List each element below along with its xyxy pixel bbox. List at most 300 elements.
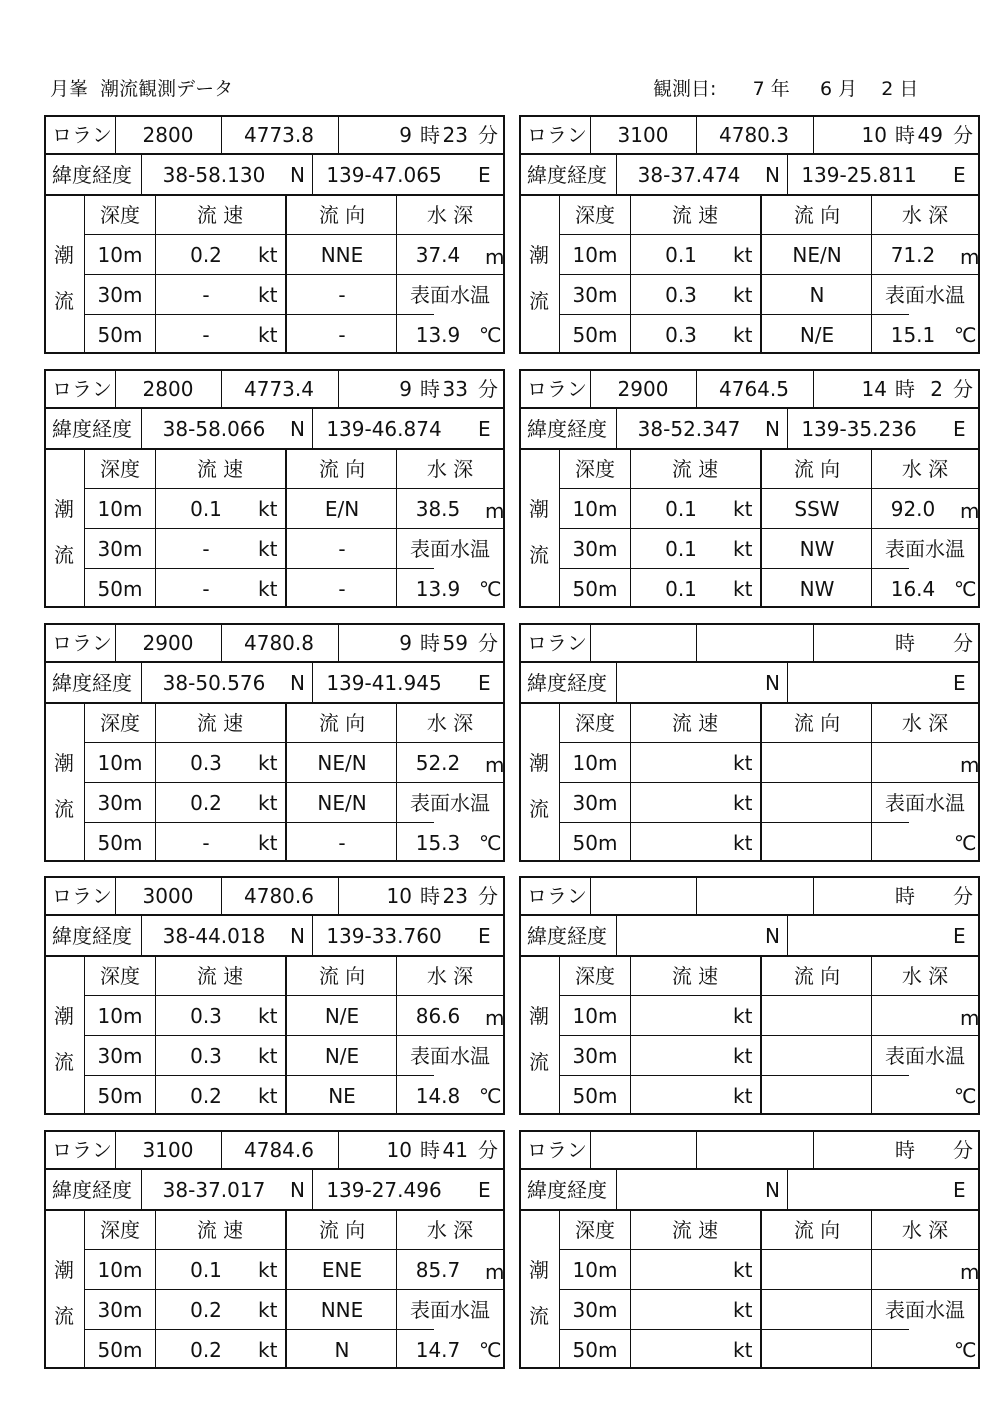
surface-temp-label: 表面水温 <box>410 1298 490 1322</box>
depth-row-label: 30m <box>572 791 618 815</box>
column-divider <box>559 195 560 352</box>
column-divider <box>155 1210 156 1367</box>
kt-unit: kt <box>733 243 753 267</box>
column-divider <box>813 117 814 154</box>
depth-row-label: 10m <box>97 243 143 267</box>
column-divider <box>338 1132 339 1169</box>
speed-value: 0.3 <box>190 1004 222 1028</box>
column-divider <box>396 195 397 352</box>
speed-header: 流 速 <box>671 457 719 481</box>
direction-value: N/E <box>324 1044 360 1068</box>
column-divider <box>787 408 788 449</box>
kt-unit: kt <box>733 1084 753 1108</box>
loran-label: ロラン <box>527 631 587 655</box>
latlon-label: 緯度経度 <box>52 163 132 187</box>
longitude-value: 139-25.811 <box>801 163 917 187</box>
speed-value: 0.3 <box>665 323 697 347</box>
depth-row-label: 10m <box>572 243 618 267</box>
column-divider <box>285 195 287 352</box>
water-depth-header: 水 深 <box>901 1218 949 1242</box>
column-divider <box>221 625 222 662</box>
row-divider <box>84 995 503 996</box>
longitude-value: 139-27.496 <box>326 1178 442 1202</box>
celsius-unit: ℃ <box>954 1084 977 1108</box>
depth-row-label: 50m <box>572 831 618 855</box>
direction-value: - <box>338 283 346 307</box>
kt-unit: kt <box>258 283 278 307</box>
speed-header: 流 速 <box>671 1218 719 1242</box>
direction-value: N/E <box>324 1004 360 1028</box>
e-label: E <box>478 417 491 441</box>
row-divider <box>559 234 978 235</box>
direction-header: 流 向 <box>793 457 841 481</box>
n-label: N <box>765 924 780 948</box>
column-divider <box>559 703 560 860</box>
current-label-2: 流 <box>54 1050 74 1074</box>
e-label: E <box>478 1178 491 1202</box>
row-divider <box>521 194 978 196</box>
column-divider <box>760 1210 762 1367</box>
minute-value: 23 <box>442 123 468 147</box>
speed-value: 0.1 <box>665 577 697 601</box>
speed-value: 0.1 <box>665 243 697 267</box>
water-depth-value: 52.2 <box>415 751 461 775</box>
speed-header: 流 速 <box>671 711 719 735</box>
e-label: E <box>478 924 491 948</box>
loran-value-b: 4780.8 <box>244 631 314 655</box>
row-divider <box>521 955 978 957</box>
loran-label: ロラン <box>52 1138 112 1162</box>
row-divider <box>46 194 503 196</box>
column-divider <box>696 117 697 154</box>
direction-header: 流 向 <box>318 711 366 735</box>
column-divider <box>141 662 142 703</box>
temperature-value: 14.8 <box>415 1084 461 1108</box>
column-divider <box>616 1169 617 1210</box>
current-label-1: 潮 <box>54 751 74 775</box>
depth-row-label: 30m <box>572 1298 618 1322</box>
n-label: N <box>290 671 305 695</box>
depth-header: 深度 <box>575 711 615 735</box>
latlon-label: 緯度経度 <box>52 1178 132 1202</box>
column-divider <box>871 703 872 860</box>
column-divider <box>396 1210 397 1367</box>
hour-value: 9 <box>399 377 412 401</box>
column-divider <box>630 1210 631 1367</box>
hour-value: 10 <box>386 884 412 908</box>
celsius-unit: ℃ <box>479 1338 502 1362</box>
surface-temp-label: 表面水温 <box>885 1298 965 1322</box>
row-divider <box>559 1035 978 1036</box>
loran-value-a: 2800 <box>142 123 194 147</box>
direction-value: N <box>809 283 825 307</box>
speed-value: 0.3 <box>190 751 222 775</box>
kt-unit: kt <box>733 323 753 347</box>
speed-value: 0.2 <box>190 1338 222 1362</box>
column-divider <box>285 703 287 860</box>
observation-card <box>519 876 980 1115</box>
minute-label: 分 <box>953 377 973 401</box>
kt-unit: kt <box>258 1004 278 1028</box>
column-divider <box>115 117 116 154</box>
hour-label: 時 <box>420 1138 440 1162</box>
celsius-unit: ℃ <box>954 577 977 601</box>
hour-label: 時 <box>895 631 915 655</box>
depth-row-label: 50m <box>572 1338 618 1362</box>
depth-row-label: 50m <box>97 323 143 347</box>
kt-unit: kt <box>733 791 753 815</box>
water-depth-value: 92.0 <box>890 497 936 521</box>
hour-label: 時 <box>895 123 915 147</box>
water-depth-header: 水 深 <box>901 711 949 735</box>
surface-temp-label: 表面水温 <box>885 537 965 561</box>
column-divider <box>221 878 222 915</box>
minute-label: 分 <box>953 631 973 655</box>
temperature-value: 15.3 <box>415 831 461 855</box>
column-divider <box>871 449 872 606</box>
row-divider <box>84 528 503 529</box>
depth-row-label: 30m <box>97 537 143 561</box>
temperature-value: 15.1 <box>890 323 936 347</box>
kt-unit: kt <box>733 577 753 601</box>
column-divider <box>871 195 872 352</box>
water-depth-header: 水 深 <box>426 1218 474 1242</box>
row-divider <box>559 822 909 823</box>
column-divider <box>84 449 85 606</box>
page-title: 月峯 潮流観測データ <box>50 78 234 100</box>
column-divider <box>696 625 697 662</box>
observation-card <box>44 115 505 354</box>
depth-row-label: 30m <box>97 283 143 307</box>
observation-card <box>44 369 505 608</box>
depth-row-label: 50m <box>97 577 143 601</box>
direction-header: 流 向 <box>793 964 841 988</box>
column-divider <box>813 1132 814 1169</box>
depth-row-label: 30m <box>572 537 618 561</box>
e-label: E <box>953 1178 966 1202</box>
column-divider <box>285 1210 287 1367</box>
m-unit: m <box>485 753 505 777</box>
speed-value: 0.1 <box>665 497 697 521</box>
column-divider <box>787 154 788 195</box>
row-divider <box>84 1329 434 1330</box>
speed-value: 0.2 <box>190 243 222 267</box>
column-divider <box>813 625 814 662</box>
column-divider <box>630 449 631 606</box>
depth-row-label: 10m <box>572 497 618 521</box>
depth-row-label: 50m <box>97 1338 143 1362</box>
n-label: N <box>290 417 305 441</box>
column-divider <box>616 915 617 956</box>
speed-header: 流 速 <box>671 964 719 988</box>
direction-value: NNE <box>320 1298 364 1322</box>
latlon-label: 緯度経度 <box>52 671 132 695</box>
latitude-value: 38-37.474 <box>637 163 741 187</box>
column-divider <box>221 117 222 154</box>
column-divider <box>696 1132 697 1169</box>
speed-value: 0.1 <box>190 1258 222 1282</box>
n-label: N <box>290 1178 305 1202</box>
hour-value: 14 <box>861 377 887 401</box>
row-divider <box>84 742 503 743</box>
loran-value-b: 4773.4 <box>244 377 314 401</box>
longitude-value: 139-41.945 <box>326 671 442 695</box>
minute-label: 分 <box>953 884 973 908</box>
column-divider <box>559 1210 560 1367</box>
column-divider <box>813 371 814 408</box>
column-divider <box>630 195 631 352</box>
depth-row-label: 50m <box>572 1084 618 1108</box>
depth-row-label: 50m <box>572 323 618 347</box>
column-divider <box>616 662 617 703</box>
latlon-label: 緯度経度 <box>527 417 607 441</box>
kt-unit: kt <box>258 1084 278 1108</box>
row-divider <box>559 1289 978 1290</box>
depth-row-label: 10m <box>572 751 618 775</box>
column-divider <box>696 371 697 408</box>
surface-temp-label: 表面水温 <box>885 791 965 815</box>
kt-unit: kt <box>258 577 278 601</box>
column-divider <box>285 956 287 1113</box>
loran-value-a: 3000 <box>142 884 194 908</box>
direction-header: 流 向 <box>793 203 841 227</box>
direction-value: - <box>338 831 346 855</box>
m-unit: m <box>485 1006 505 1030</box>
row-divider <box>84 568 434 569</box>
celsius-unit: ℃ <box>479 831 502 855</box>
speed-value: - <box>202 283 210 307</box>
current-label-1: 潮 <box>54 243 74 267</box>
column-divider <box>338 625 339 662</box>
current-label-1: 潮 <box>54 1004 74 1028</box>
speed-value: - <box>202 577 210 601</box>
row-divider <box>559 1249 978 1250</box>
speed-value: - <box>202 323 210 347</box>
kt-unit: kt <box>258 1338 278 1362</box>
celsius-unit: ℃ <box>479 577 502 601</box>
minute-value: 41 <box>442 1138 468 1162</box>
current-label-1: 潮 <box>529 497 549 521</box>
kt-unit: kt <box>733 1298 753 1322</box>
speed-header: 流 速 <box>671 203 719 227</box>
row-divider <box>559 995 978 996</box>
minute-value: 59 <box>442 631 468 655</box>
column-divider <box>84 703 85 860</box>
row-divider <box>559 568 909 569</box>
speed-header: 流 速 <box>196 203 244 227</box>
row-divider <box>559 274 978 275</box>
row-divider <box>84 1035 503 1036</box>
water-depth-value: 37.4 <box>415 243 461 267</box>
column-divider <box>155 195 156 352</box>
depth-row-label: 30m <box>572 283 618 307</box>
direction-value: - <box>338 323 346 347</box>
minute-label: 分 <box>953 1138 973 1162</box>
direction-value: NE/N <box>317 791 367 815</box>
m-unit: m <box>960 753 980 777</box>
depth-row-label: 50m <box>97 831 143 855</box>
column-divider <box>221 371 222 408</box>
row-divider <box>84 822 434 823</box>
celsius-unit: ℃ <box>479 323 502 347</box>
depth-header: 深度 <box>100 203 140 227</box>
depth-row-label: 30m <box>572 1044 618 1068</box>
loran-label: ロラン <box>527 123 587 147</box>
depth-header: 深度 <box>100 711 140 735</box>
column-divider <box>590 878 591 915</box>
longitude-value: 139-46.874 <box>326 417 442 441</box>
hour-label: 時 <box>420 631 440 655</box>
direction-header: 流 向 <box>318 203 366 227</box>
hour-label: 時 <box>420 123 440 147</box>
depth-header: 深度 <box>100 457 140 481</box>
column-divider <box>630 956 631 1113</box>
loran-label: ロラン <box>52 631 112 655</box>
direction-header: 流 向 <box>793 711 841 735</box>
observation-card <box>519 115 980 354</box>
hour-value: 9 <box>399 631 412 655</box>
kt-unit: kt <box>258 323 278 347</box>
speed-value: 0.1 <box>190 497 222 521</box>
kt-unit: kt <box>258 1044 278 1068</box>
loran-value-b: 4773.8 <box>244 123 314 147</box>
column-divider <box>115 371 116 408</box>
minute-value: 2 <box>930 377 943 401</box>
depth-row-label: 10m <box>97 1258 143 1282</box>
kt-unit: kt <box>733 1044 753 1068</box>
water-depth-header: 水 深 <box>901 964 949 988</box>
latitude-value: 38-44.018 <box>162 924 266 948</box>
m-unit: m <box>960 245 980 269</box>
e-label: E <box>953 671 966 695</box>
speed-value: - <box>202 831 210 855</box>
minute-label: 分 <box>478 884 498 908</box>
temperature-value: 13.9 <box>415 323 461 347</box>
water-depth-value: 38.5 <box>415 497 461 521</box>
current-label-2: 流 <box>54 543 74 567</box>
hour-label: 時 <box>895 377 915 401</box>
minute-label: 分 <box>478 377 498 401</box>
column-divider <box>871 1210 872 1367</box>
current-label-2: 流 <box>529 1304 549 1328</box>
hour-value: 9 <box>399 123 412 147</box>
depth-row-label: 10m <box>97 751 143 775</box>
loran-value-a: 2900 <box>142 631 194 655</box>
water-depth-header: 水 深 <box>426 964 474 988</box>
minute-label: 分 <box>478 123 498 147</box>
column-divider <box>221 1132 222 1169</box>
column-divider <box>155 956 156 1113</box>
depth-header: 深度 <box>575 203 615 227</box>
column-divider <box>141 408 142 449</box>
observation-card <box>519 1130 980 1369</box>
latitude-value: 38-58.130 <box>162 163 266 187</box>
column-divider <box>590 625 591 662</box>
column-divider <box>630 703 631 860</box>
column-divider <box>696 878 697 915</box>
m-unit: m <box>485 499 505 523</box>
column-divider <box>338 117 339 154</box>
column-divider <box>559 449 560 606</box>
row-divider <box>84 1249 503 1250</box>
hour-label: 時 <box>895 884 915 908</box>
column-divider <box>760 449 762 606</box>
speed-value: 0.2 <box>190 1084 222 1108</box>
current-label-2: 流 <box>529 797 549 821</box>
row-divider <box>84 1075 434 1076</box>
water-depth-value: 86.6 <box>415 1004 461 1028</box>
direction-value: NE/N <box>792 243 842 267</box>
speed-header: 流 速 <box>196 711 244 735</box>
column-divider <box>616 154 617 195</box>
row-divider <box>46 1209 503 1211</box>
n-label: N <box>765 163 780 187</box>
column-divider <box>115 1132 116 1169</box>
current-label-1: 潮 <box>54 497 74 521</box>
row-divider <box>559 1329 909 1330</box>
n-label: N <box>765 417 780 441</box>
surface-temp-label: 表面水温 <box>885 283 965 307</box>
kt-unit: kt <box>258 751 278 775</box>
minute-value: 33 <box>442 377 468 401</box>
direction-value: ENE <box>321 1258 363 1282</box>
direction-value: N/E <box>799 323 835 347</box>
longitude-value: 139-47.065 <box>326 163 442 187</box>
water-depth-value: 71.2 <box>890 243 936 267</box>
latlon-label: 緯度経度 <box>52 924 132 948</box>
kt-unit: kt <box>733 283 753 307</box>
depth-row-label: 30m <box>97 791 143 815</box>
speed-header: 流 速 <box>196 1218 244 1242</box>
kt-unit: kt <box>258 831 278 855</box>
surface-temp-label: 表面水温 <box>410 1044 490 1068</box>
row-divider <box>84 1289 503 1290</box>
loran-value-b: 4780.6 <box>244 884 314 908</box>
current-label-1: 潮 <box>529 1004 549 1028</box>
row-divider <box>46 448 503 450</box>
column-divider <box>590 1132 591 1169</box>
depth-row-label: 10m <box>572 1258 618 1282</box>
observation-card <box>519 369 980 608</box>
direction-value: N <box>334 1338 350 1362</box>
minute-label: 分 <box>478 631 498 655</box>
m-unit: m <box>485 1260 505 1284</box>
depth-row-label: 50m <box>97 1084 143 1108</box>
depth-header: 深度 <box>575 964 615 988</box>
column-divider <box>787 662 788 703</box>
column-divider <box>84 195 85 352</box>
current-label-2: 流 <box>529 543 549 567</box>
column-divider <box>396 449 397 606</box>
kt-unit: kt <box>258 791 278 815</box>
direction-value: - <box>338 537 346 561</box>
column-divider <box>155 703 156 860</box>
current-label-2: 流 <box>54 797 74 821</box>
column-divider <box>84 956 85 1113</box>
minute-label: 分 <box>478 1138 498 1162</box>
m-unit: m <box>960 499 980 523</box>
water-depth-header: 水 深 <box>426 711 474 735</box>
loran-value-a: 3100 <box>142 1138 194 1162</box>
column-divider <box>115 878 116 915</box>
n-label: N <box>290 924 305 948</box>
latitude-value: 38-52.347 <box>637 417 741 441</box>
temperature-value: 14.7 <box>415 1338 461 1362</box>
observation-card <box>44 1130 505 1369</box>
kt-unit: kt <box>258 243 278 267</box>
kt-unit: kt <box>258 1298 278 1322</box>
m-unit: m <box>960 1006 980 1030</box>
